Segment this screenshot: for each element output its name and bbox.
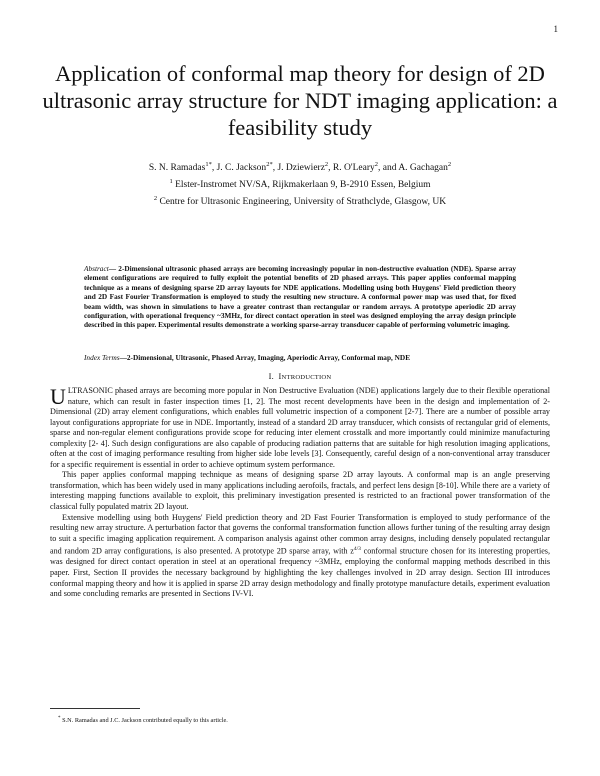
section-numeral: I. <box>268 372 274 381</box>
author-list <box>50 158 550 175</box>
author-superscript: 2 <box>374 161 378 168</box>
footnote-text: S.N. Ramadas and J.C. Jackson contributed equally to this article. <box>60 717 228 725</box>
author-superscript: 2* <box>266 161 273 168</box>
index-terms <box>84 353 516 362</box>
section-title-first: I <box>278 372 282 381</box>
section-heading-introduction <box>0 372 600 381</box>
author-superscript: 2 <box>324 161 329 168</box>
abstract-text: 2-Dimensional ultrasonic phased arrays are becoming increasingly popular in non-destructive evaluation (NDE). Sparse array element configurations are required to fully exploit the potential benefits of 2D phased arrays. This paper applies conformal mapping technique as a means of designing sparse 2D array layouts for NDE applications. Modelling using both Huygens' Field prediction theory and 2D Fast Fourier Transformation is employed to study the resulting new structure. A conformal power map was used that, for fixed beam width, was shown in simulations to have a greater contrast than rectangular or random arrays. A prototype aperiodic 2D array configuration, with operational frequency ~3MHz, for direct contact operation in steel was designed employing the array design principle described in this paper. Experimental results demonstrate a working sparse-array transducer capable of performing volumetric imaging. <box>84 264 516 330</box>
index-terms-text: —2-Dimensional, Ultrasonic, Phased Array, Imaging, Aperiodic Array, Conformal map, NDE <box>119 353 411 362</box>
abstract <box>84 264 516 330</box>
affiliation-superscript: 1 <box>169 178 173 186</box>
paragraph-1 <box>50 386 550 470</box>
affiliation-2 <box>50 192 550 209</box>
footnote-mark: * <box>58 716 61 721</box>
page-number: 1 <box>553 24 558 34</box>
affiliation-1 <box>50 175 550 192</box>
paragraph-text: Extensive modelling using both Huygens' Field prediction theory and 2D Fast Fourier Transformation is employed to study performance of the resulting new array structure. A perturbation factor that governs the conformal transformation function allows further tuning of the resulting array design to suit a specific imaging application requirement. A comparison analysis against other common array designs, including densely populated rectangular and random 2D array configurations, is also presented. A prototype 2D sparse array, with z <box>50 512 550 556</box>
author-name: S. N. Ramadas <box>148 163 206 174</box>
abstract-label: Abstract <box>84 264 109 273</box>
affiliation-text: Centre for Ultrasonic Engineering, University of Strathclyde, Glasgow, UK <box>157 197 447 208</box>
paragraph-2: This paper applies conformal mapping technique as means of designing sparse 2D array layouts. A conformal map is an angle preserving transformation, which has been widely used in many applications including aerofoils, fractals, and perfect lens design [8-10]. While there are a variety of interesting mapping functions available to exploit, this preliminary investigation presented is restricted to an fractional power transformation of the classical fully populated matrix 2D layout. <box>50 470 550 512</box>
section-title-rest: NTRODUCTION <box>281 374 332 381</box>
author-block <box>50 158 550 209</box>
abstract-dash: — <box>108 264 119 273</box>
affiliation-text: Elster-Instromet NV/SA, Rijkmakerlaan 9, B-2910 Essen, Belgium <box>172 180 431 191</box>
index-terms-label: Index Terms <box>84 353 120 362</box>
paper-title: Application of conformal map theory for design of 2D ultrasonic array structure for NDT imaging application: a feasibility study <box>42 61 558 140</box>
footnote <box>58 716 228 724</box>
exponent-superscript: 4/3 <box>353 546 361 553</box>
author-name: J. C. Jackson <box>216 163 267 174</box>
author-name: J. Dziewierz <box>277 163 325 174</box>
author-name: A. Gachagan <box>398 163 448 174</box>
author-separator: , <box>272 163 278 174</box>
author-superscript: 2 <box>447 161 452 168</box>
paragraph-text: LTRASONIC phased arrays are becoming more popular in Non Destructive Evaluation (NDE) applications largely due to their flexible operational nature, which can result in faster inspection times [1, 2]. The most recent developments have been in the design and implementation of 2-Dimensional (2D) array element configurations, which enables full volumetric inspection of a component [2-7]. There are a number of possible array layout configurations appropriate for use in NDE. Importantly, instead of a standard 2D array transducer, which consists of rectangular grid of elements, sparse and non-regular element configurations provide scope for reducing inter element crosstalk and more importantly could minimize manufacturing complexity [2- 4]. Such design configurations are also capable of producing radiation patterns that are suitable for high resolution imaging applications, often at the cost of imaging performance resulting from higher side lobe levels [3]. Consequently, careful design of a non-conventional array transducer for a specific requirement is essential in order to achieve optimum system performance. <box>50 386 550 469</box>
author-separator: , <box>211 163 217 174</box>
author-superscript: 1* <box>205 161 212 168</box>
body-text <box>50 386 550 600</box>
paragraph-text: conformal structure chosen for its interesting properties, was designed for direct contact operation in steel at an operational frequency ~3MHz, employing the conformal mapping methods described in this paper. First, Section II provides the necessary background by highlighting the key challenges involved in 2D array design. Section III introduces conformal mapping theory and how it is applied in sparse 2D array design methodology and finally prototype manufacture details, experiment evaluation and some concluding remarks are presented in Sections IV-VI. <box>50 546 550 599</box>
author-separator: , and <box>377 163 399 174</box>
author-name: R. O'Leary <box>332 163 375 174</box>
author-separator: , <box>328 163 333 174</box>
paragraph-3 <box>50 513 550 600</box>
drop-cap: U <box>50 384 66 409</box>
affiliation-superscript: 2 <box>153 195 158 203</box>
footnote-divider <box>50 708 140 709</box>
